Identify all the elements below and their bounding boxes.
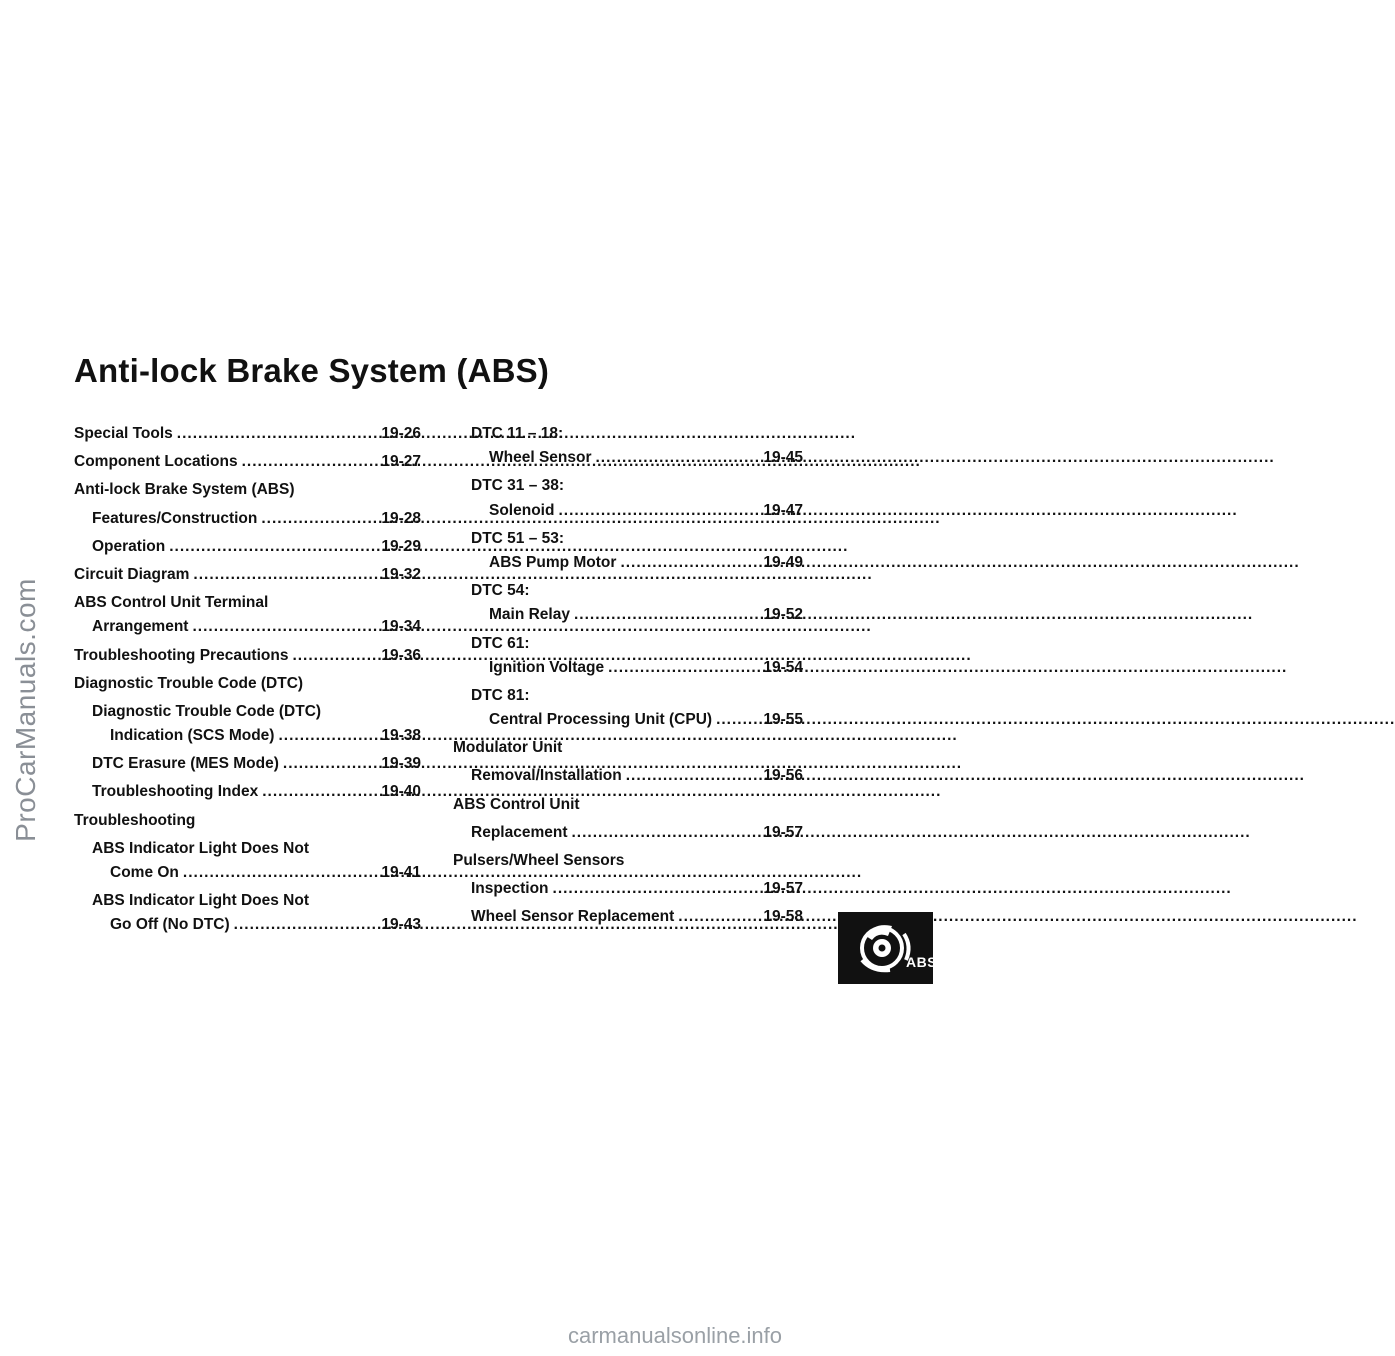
dot-leader (183, 861, 377, 885)
dot-leader (177, 422, 378, 446)
dot-leader (193, 563, 377, 587)
toc-entry-label: Troubleshooting Precautions (74, 646, 289, 664)
dot-leader (558, 499, 759, 523)
toc-entry-label: Troubleshooting Index (92, 783, 259, 801)
toc-entry-label: Circuit Diagram (74, 565, 190, 583)
toc-entry-label: Operation (92, 537, 166, 555)
toc-entry (453, 905, 803, 929)
toc-entry-label: Central Processing Unit (CPU) (489, 711, 713, 729)
watermark-text: ProCarManuals.com (10, 578, 41, 842)
toc-entry (74, 809, 421, 833)
toc-entry-label: Wheel Sensor (489, 449, 592, 467)
toc-entry-label: Diagnostic Trouble Code (DTC) (74, 674, 304, 692)
toc-entry (453, 499, 803, 523)
dot-leader (553, 877, 760, 901)
toc-entry (74, 672, 421, 696)
toc-entry-page: 19-26 (381, 425, 421, 442)
toc-entry-label: Main Relay (489, 606, 570, 624)
toc-entry-label: Special Tools (74, 425, 173, 442)
toc-entry-page: 19-28 (381, 509, 421, 527)
dot-leader (234, 913, 378, 937)
toc-entry (74, 861, 421, 885)
toc-entry-label: DTC 31 – 38: (471, 477, 565, 495)
brake-disc-icon (838, 912, 933, 984)
toc-entry (453, 849, 803, 873)
dot-leader (574, 603, 759, 627)
toc-entry-label: ABS Indicator Light Does Not (92, 839, 309, 857)
toc-entry-label: Diagnostic Trouble Code (DTC) (92, 702, 322, 720)
dot-leader (169, 535, 377, 559)
dot-leader (608, 656, 759, 680)
toc-entry (74, 507, 421, 531)
toc-entry (74, 889, 421, 913)
dot-leader (192, 615, 377, 639)
toc-entry-label: Features/Construction (92, 509, 258, 527)
dot-leader (596, 446, 760, 470)
toc-entry-page: 19-36 (381, 646, 421, 664)
toc-entry-page: 19-52 (763, 606, 803, 624)
toc-entry-label: Come On (110, 864, 179, 881)
toc-entry (453, 603, 803, 627)
toc-entry-page: 19-27 (381, 453, 421, 471)
toc-entry (453, 446, 803, 470)
toc-entry-page: 19-55 (763, 711, 803, 729)
toc-entry (453, 793, 803, 817)
toc-entry-label: Removal/Installation (471, 767, 622, 785)
toc-entry (453, 656, 803, 680)
toc-entry-label: ABS Control Unit Terminal (74, 594, 269, 612)
toc-entry-label: ABS Pump Motor (489, 553, 617, 571)
toc-entry-page: 19-38 (381, 727, 421, 745)
toc-entry-label: Indication (SCS Mode) (110, 727, 275, 745)
toc-entry-page: 19-57 (763, 880, 803, 898)
toc-entry (453, 764, 803, 788)
badge-label: ABS (906, 954, 938, 970)
toc-entry-page: 19-43 (381, 916, 421, 934)
toc-entry-label: DTC Erasure (MES Mode) (92, 755, 279, 773)
toc-entry (74, 913, 421, 937)
toc-entry-label: Arrangement (92, 618, 189, 636)
toc-entry (74, 837, 421, 861)
toc-entry (453, 579, 803, 603)
toc-entry (453, 551, 803, 575)
toc-entry-label: Go Off (No DTC) (110, 916, 230, 934)
toc-entry-label: ABS Indicator Light Does Not (92, 892, 309, 910)
toc-entry (453, 474, 803, 498)
toc-entry-label: DTC 51 – 53: (471, 529, 565, 547)
dot-leader (242, 450, 378, 474)
toc-entry-page: 19-32 (381, 565, 421, 583)
toc-entry-page: 19-45 (763, 449, 803, 467)
toc-entry (74, 780, 421, 804)
toc-entry-label: Replacement (471, 823, 568, 841)
toc-entry (453, 877, 803, 901)
toc-entry-page: 19-29 (381, 537, 421, 555)
toc-entry-label: DTC 81: (471, 686, 530, 704)
toc-entry (453, 708, 803, 732)
toc-entry (74, 563, 421, 587)
toc-entry (74, 644, 421, 668)
toc-entry-label: Inspection (471, 880, 549, 898)
toc-entry-label: Component Locations (74, 453, 238, 471)
toc-entry (74, 478, 421, 502)
toc-entry (453, 632, 803, 656)
toc-entry (453, 422, 803, 446)
toc-entry (74, 591, 421, 615)
toc-entry (74, 752, 421, 776)
toc-entry (74, 615, 421, 639)
toc-entry-label: DTC 11 – 18: (471, 425, 564, 442)
toc-entry (74, 535, 421, 559)
toc-entry (453, 527, 803, 551)
toc-entry-label: DTC 61: (471, 634, 530, 652)
toc-entry (74, 724, 421, 748)
toc-entry-label: DTC 54: (471, 582, 530, 600)
toc-entry (453, 821, 803, 845)
toc-entry-label: Pulsers/Wheel Sensors (453, 852, 625, 869)
toc-entry-label: Anti-lock Brake System (ABS) (74, 481, 295, 499)
toc-entry-page: 19-34 (381, 618, 421, 636)
toc-entry-label: Modulator Unit (453, 739, 563, 757)
toc-entry-page: 19-54 (763, 658, 803, 676)
toc-entry (74, 422, 421, 446)
toc-entry-page: 19-41 (381, 864, 421, 881)
toc-entry-page: 19-39 (381, 755, 421, 773)
toc-entry-page: 19-58 (763, 908, 803, 926)
toc-entry-page: 19-57 (763, 823, 803, 841)
dot-leader (292, 644, 377, 668)
toc-entry-label: Wheel Sensor Replacement (471, 908, 675, 926)
toc-entry-label: Solenoid (489, 501, 555, 519)
toc-entry-page: 19-49 (763, 553, 803, 571)
toc-entry-page: 19-56 (763, 767, 803, 785)
toc-entry (74, 700, 421, 724)
watermark-procarmanuals (4, 550, 48, 870)
toc-entry (74, 450, 421, 474)
dot-leader (716, 708, 759, 732)
toc-entry (453, 684, 803, 708)
page-title: Anti-lock Brake System (ABS) (74, 352, 550, 389)
dot-leader (283, 752, 377, 776)
dot-leader (626, 764, 760, 788)
toc-entry-label: ABS Control Unit (453, 795, 580, 813)
dot-leader (261, 507, 377, 531)
dot-leader (262, 780, 377, 804)
abs-section-tab (838, 912, 938, 984)
toc-entry (453, 736, 803, 760)
toc-entry-label: Troubleshooting (74, 811, 196, 829)
dot-leader (678, 905, 759, 929)
dot-leader (620, 551, 759, 575)
dot-leader (278, 724, 377, 748)
toc-entry-label: Ignition Voltage (489, 658, 605, 676)
toc-entry-page: 19-47 (763, 501, 803, 519)
footer-watermark: carmanualsonline.info (568, 1323, 783, 1348)
dot-leader (571, 821, 759, 845)
toc-entry-page: 19-40 (381, 783, 421, 801)
toc-left-column (74, 422, 421, 938)
toc-right-column (453, 422, 803, 930)
